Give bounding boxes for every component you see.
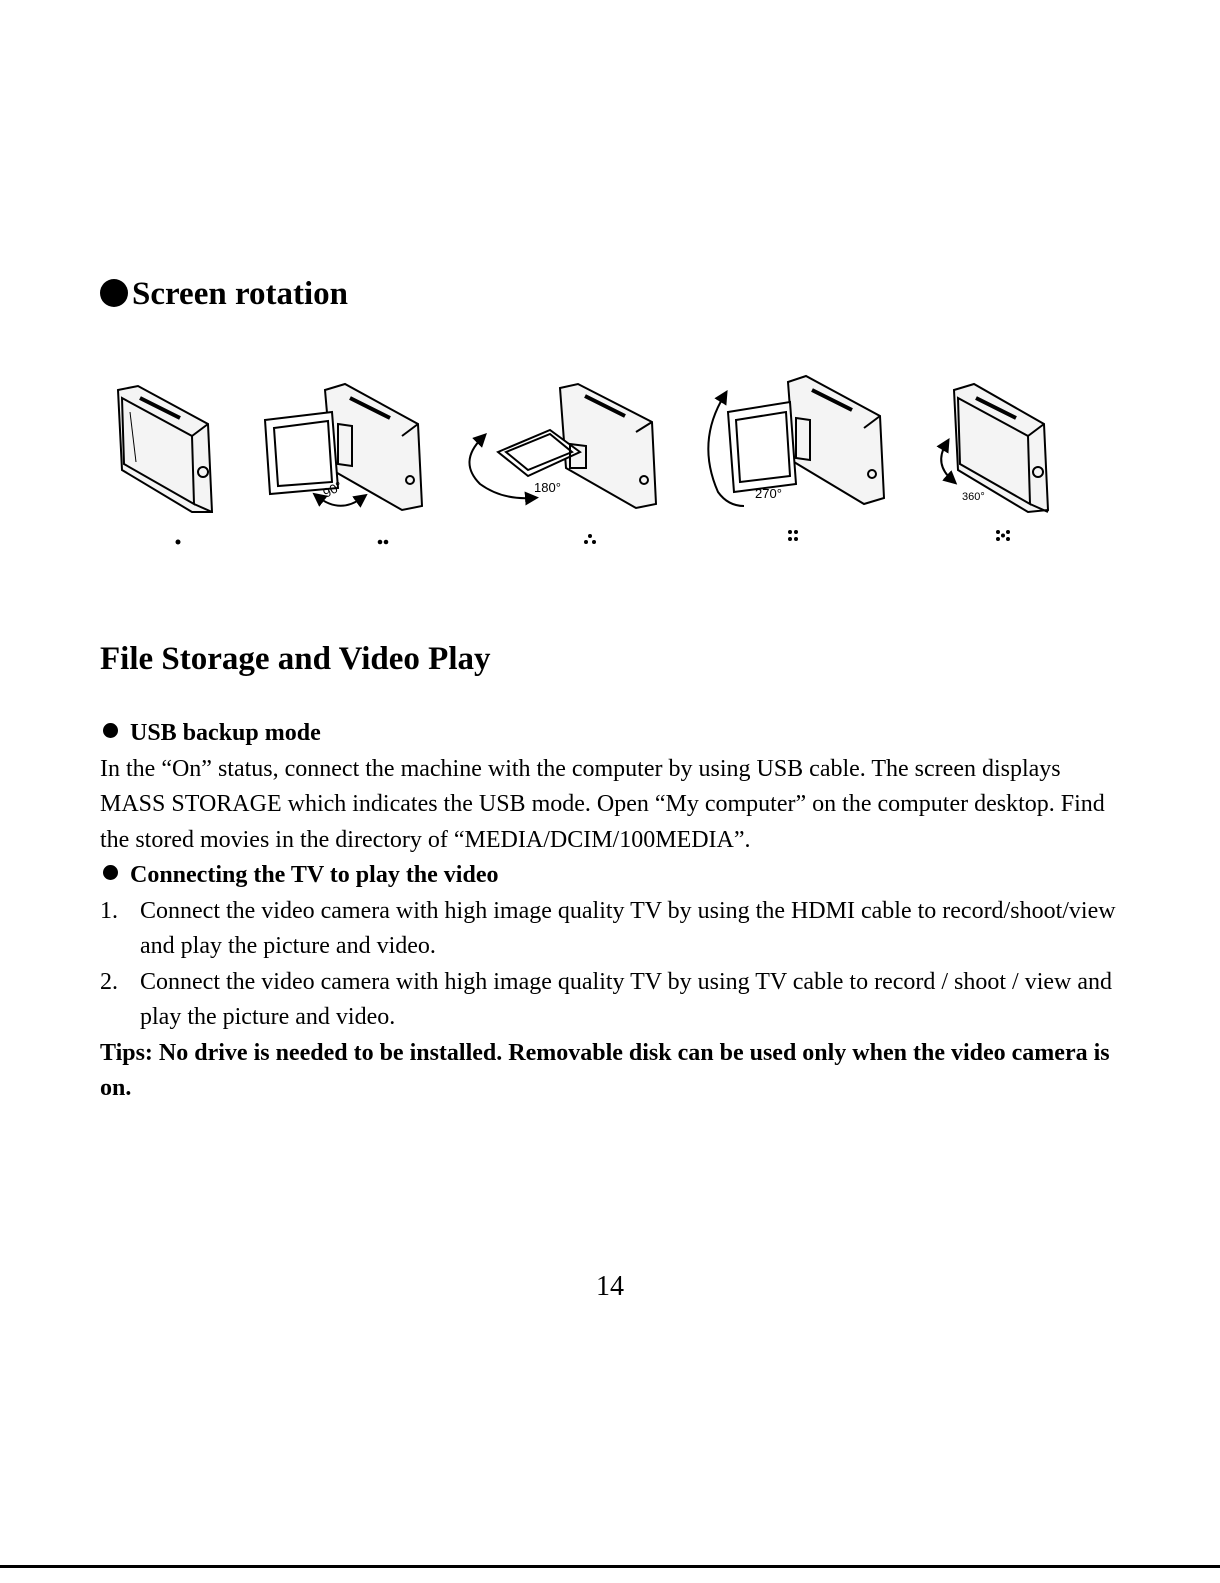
file-storage-body bbox=[100, 716, 1120, 1107]
bottom-divider bbox=[0, 1565, 1220, 1568]
angle-label-180: 180° bbox=[534, 480, 561, 495]
list-item bbox=[100, 894, 1120, 965]
camera-closed-icon bbox=[118, 386, 212, 512]
page-number: 14 bbox=[596, 1271, 624, 1302]
connect-tv-steps bbox=[100, 894, 1120, 1036]
bullet-icon bbox=[103, 723, 118, 738]
screen-rotation-title: Screen rotation bbox=[132, 276, 348, 312]
camera-open-270-icon bbox=[708, 376, 884, 506]
rotation-figure bbox=[100, 372, 1100, 552]
tips-note: Tips: No drive is needed to be installed. Removable disk can be used only when the video camera is on. bbox=[100, 1039, 1110, 1101]
list-item bbox=[100, 965, 1120, 1036]
usb-backup-heading bbox=[100, 716, 1120, 752]
camera-open-180-icon bbox=[469, 384, 656, 508]
connect-tv-title: Connecting the TV to play the video bbox=[130, 862, 499, 888]
step-text: Connect the video camera with high image quality TV by using the HDMI cable to record/shoot/view and play the picture and video. bbox=[140, 897, 1116, 959]
dot-marker bbox=[176, 540, 181, 545]
connect-tv-heading bbox=[100, 858, 1120, 894]
usb-backup-title: USB backup mode bbox=[130, 720, 321, 746]
angle-label-360: 360° bbox=[962, 491, 985, 503]
step-number: 2. bbox=[100, 968, 118, 995]
camera-closed-360-icon bbox=[941, 384, 1048, 512]
screen-rotation-heading bbox=[100, 272, 348, 316]
bullet-icon bbox=[100, 279, 128, 307]
angle-label-90: 90° bbox=[320, 478, 345, 501]
bullet-icon bbox=[103, 865, 118, 880]
angle-label-270: 270° bbox=[755, 486, 782, 501]
step-text: Connect the video camera with high image quality TV by using TV cable to record / shoot / view and play the picture and video. bbox=[140, 968, 1113, 1030]
file-storage-heading: File Storage and Video Play bbox=[100, 641, 491, 677]
step-number: 1. bbox=[100, 897, 118, 924]
rotation-illustration bbox=[100, 372, 1100, 552]
usb-backup-text: In the “On” status, connect the machine with the computer by using USB cable. The screen displays MASS STORAGE which indicates the USB mode. Open “My computer” on the computer desktop. Find the stored movies in the directory of “MEDIA/DCIM/100MEDIA”. bbox=[100, 755, 1105, 853]
